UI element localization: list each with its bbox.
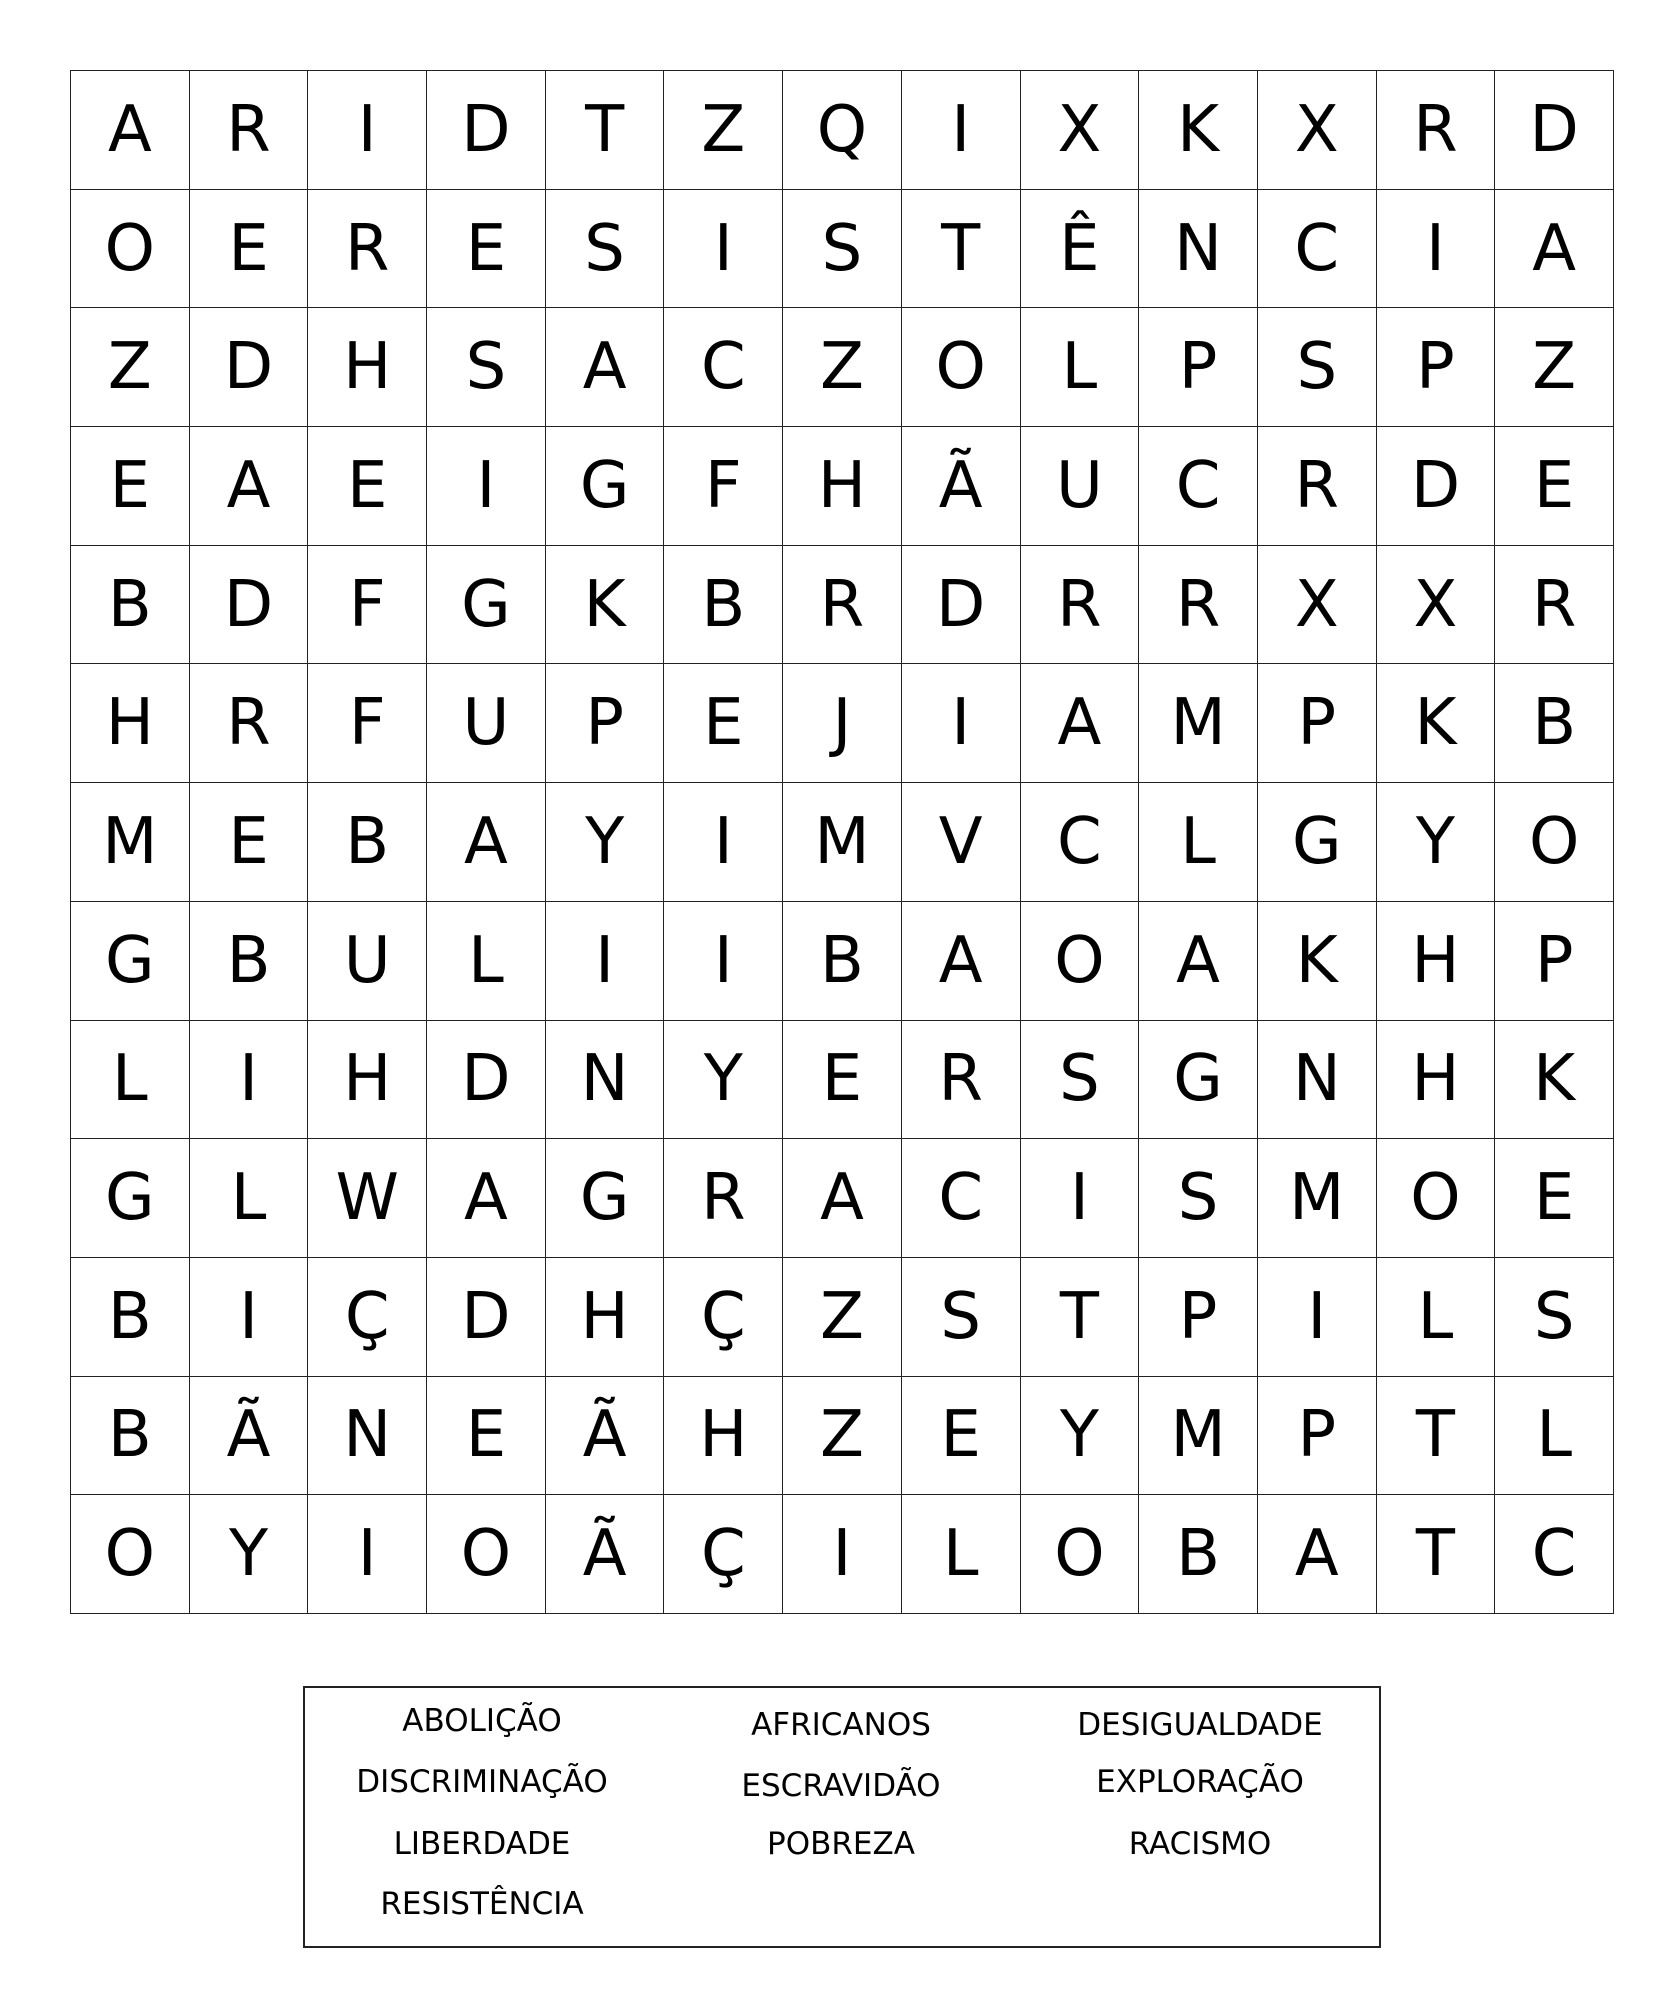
grid-cell[interactable]: T [1377, 1377, 1496, 1496]
grid-cell[interactable]: A [1258, 1495, 1377, 1614]
grid-cell[interactable]: E [427, 1377, 546, 1496]
grid-cell[interactable]: A [1021, 664, 1140, 783]
grid-cell[interactable]: M [1258, 1139, 1377, 1258]
grid-cell[interactable]: N [1258, 1021, 1377, 1140]
grid-cell[interactable]: R [308, 190, 427, 309]
grid-cell[interactable]: R [1377, 71, 1496, 190]
grid-cell[interactable]: B [308, 783, 427, 902]
grid-cell[interactable]: C [902, 1139, 1021, 1258]
grid-cell[interactable]: A [427, 1139, 546, 1258]
grid-cell[interactable]: L [1495, 1377, 1614, 1496]
grid-cell[interactable]: I [783, 1495, 902, 1614]
grid-cell[interactable]: Z [1495, 308, 1614, 427]
grid-cell[interactable]: Y [664, 1021, 783, 1140]
grid-cell[interactable]: C [1139, 427, 1258, 546]
grid-cell[interactable]: H [1377, 902, 1496, 1021]
grid-cell[interactable]: L [902, 1495, 1021, 1614]
grid-cell[interactable]: A [902, 902, 1021, 1021]
grid-cell[interactable]: N [308, 1377, 427, 1496]
word-bank-item: RACISMO [1128, 1826, 1272, 1862]
grid-cell[interactable]: B [190, 902, 309, 1021]
grid-cell[interactable]: A [1495, 190, 1614, 309]
grid-cell[interactable]: P [1495, 902, 1614, 1021]
grid-cell[interactable]: O [1377, 1139, 1496, 1258]
grid-cell[interactable]: H [1377, 1021, 1496, 1140]
grid-cell[interactable]: E [902, 1377, 1021, 1496]
grid-cell[interactable]: D [1495, 71, 1614, 190]
grid-cell[interactable]: P [1139, 1258, 1258, 1377]
grid-cell[interactable]: Z [664, 71, 783, 190]
grid-cell[interactable]: N [546, 1021, 665, 1140]
word-bank-item: RESISTÊNCIA [380, 1886, 584, 1922]
grid-cell[interactable]: E [190, 190, 309, 309]
grid-cell[interactable]: A [71, 71, 190, 190]
grid-cell[interactable]: A [427, 783, 546, 902]
grid-cell[interactable]: D [427, 71, 546, 190]
grid-cell[interactable]: A [1139, 902, 1258, 1021]
grid-cell[interactable]: S [546, 190, 665, 309]
grid-cell[interactable]: B [1495, 664, 1614, 783]
grid-cell[interactable]: T [546, 71, 665, 190]
grid-cell[interactable]: Ã [902, 427, 1021, 546]
grid-cell[interactable]: I [664, 783, 783, 902]
grid-cell[interactable]: H [546, 1258, 665, 1377]
grid-cell[interactable]: O [427, 1495, 546, 1614]
grid-cell[interactable]: O [71, 1495, 190, 1614]
grid-cell[interactable]: X [1021, 71, 1140, 190]
grid-cell[interactable]: I [1258, 1258, 1377, 1377]
grid-cell[interactable]: L [1021, 308, 1140, 427]
grid-cell[interactable]: Q [783, 71, 902, 190]
grid-cell[interactable]: U [1021, 427, 1140, 546]
grid-cell[interactable]: H [308, 308, 427, 427]
grid-cell[interactable]: R [664, 1139, 783, 1258]
word-bank-item: DESIGUALDADE [1077, 1707, 1323, 1743]
grid-cell[interactable]: Ê [1021, 190, 1140, 309]
grid-cell[interactable]: R [902, 1021, 1021, 1140]
grid-cell[interactable]: Z [71, 308, 190, 427]
grid-cell[interactable]: I [190, 1021, 309, 1140]
grid-cell[interactable]: R [1495, 546, 1614, 665]
grid-cell[interactable]: B [71, 546, 190, 665]
grid-cell[interactable]: Ã [546, 1377, 665, 1496]
grid-cell[interactable]: Ç [664, 1495, 783, 1614]
grid-cell[interactable]: H [783, 427, 902, 546]
grid-cell[interactable]: S [1139, 1139, 1258, 1258]
grid-cell[interactable]: E [427, 190, 546, 309]
grid-cell[interactable]: S [427, 308, 546, 427]
word-bank-item: POBREZA [767, 1826, 915, 1862]
grid-cell[interactable]: K [1495, 1021, 1614, 1140]
grid-cell[interactable]: E [71, 427, 190, 546]
grid-cell[interactable]: G [546, 1139, 665, 1258]
grid-cell[interactable]: R [1258, 427, 1377, 546]
grid-cell[interactable]: G [427, 546, 546, 665]
grid-cell[interactable]: L [1377, 1258, 1496, 1377]
grid-cell[interactable]: X [1258, 546, 1377, 665]
grid-cell[interactable]: W [308, 1139, 427, 1258]
grid-cell[interactable]: S [783, 190, 902, 309]
grid-cell[interactable]: B [71, 1377, 190, 1496]
grid-cell[interactable]: L [71, 1021, 190, 1140]
grid-cell[interactable]: Z [783, 308, 902, 427]
grid-cell[interactable]: S [902, 1258, 1021, 1377]
grid-cell[interactable]: F [664, 427, 783, 546]
grid-cell[interactable]: I [902, 664, 1021, 783]
grid-cell[interactable]: X [1258, 71, 1377, 190]
grid-cell[interactable]: I [308, 71, 427, 190]
grid-cell[interactable]: U [308, 902, 427, 1021]
grid-cell[interactable]: R [783, 546, 902, 665]
grid-cell[interactable]: H [664, 1377, 783, 1496]
grid-cell[interactable]: P [546, 664, 665, 783]
grid-cell[interactable]: E [1495, 427, 1614, 546]
grid-cell[interactable]: O [1495, 783, 1614, 902]
grid-cell[interactable]: G [1258, 783, 1377, 902]
grid-cell[interactable]: Ç [308, 1258, 427, 1377]
grid-cell[interactable]: I [664, 902, 783, 1021]
grid-cell[interactable]: O [71, 190, 190, 309]
grid-cell[interactable]: E [1495, 1139, 1614, 1258]
grid-cell[interactable]: C [1495, 1495, 1614, 1614]
word-search-grid [70, 70, 1614, 1614]
grid-cell[interactable]: H [308, 1021, 427, 1140]
grid-cell[interactable]: I [190, 1258, 309, 1377]
word-bank-item: AFRICANOS [751, 1707, 931, 1743]
grid-cell[interactable]: C [1258, 190, 1377, 309]
grid-cell[interactable]: D [1377, 427, 1496, 546]
grid-cell[interactable]: B [71, 1258, 190, 1377]
grid-cell[interactable]: Ã [190, 1377, 309, 1496]
grid-cell[interactable]: V [902, 783, 1021, 902]
grid-cell[interactable]: O [1021, 1495, 1140, 1614]
grid-cell[interactable]: T [1021, 1258, 1140, 1377]
grid-cell[interactable]: Ã [546, 1495, 665, 1614]
grid-cell[interactable]: G [71, 902, 190, 1021]
grid-cell[interactable]: H [71, 664, 190, 783]
grid-cell[interactable]: Y [190, 1495, 309, 1614]
grid-cell[interactable]: O [1021, 902, 1140, 1021]
grid-cell[interactable]: B [664, 546, 783, 665]
grid-cell[interactable]: F [308, 546, 427, 665]
grid-cell[interactable]: L [190, 1139, 309, 1258]
grid-cell[interactable]: B [783, 902, 902, 1021]
grid-cell[interactable]: A [783, 1139, 902, 1258]
grid-cell[interactable]: L [427, 902, 546, 1021]
grid-cell[interactable]: D [427, 1021, 546, 1140]
grid-cell[interactable]: U [427, 664, 546, 783]
grid-cell[interactable]: A [190, 427, 309, 546]
grid-cell[interactable]: S [1258, 308, 1377, 427]
grid-cell[interactable]: E [783, 1021, 902, 1140]
grid-cell[interactable]: Ç [664, 1258, 783, 1377]
grid-cell[interactable]: D [190, 546, 309, 665]
grid-cell[interactable]: B [1139, 1495, 1258, 1614]
grid-cell[interactable]: R [190, 71, 309, 190]
grid-cell[interactable]: M [783, 783, 902, 902]
grid-cell[interactable]: G [71, 1139, 190, 1258]
grid-cell[interactable]: S [1021, 1021, 1140, 1140]
grid-cell[interactable]: D [190, 308, 309, 427]
word-bank-item: EXPLORAÇÃO [1096, 1764, 1304, 1800]
grid-cell[interactable]: E [664, 664, 783, 783]
word-bank-item: ABOLIÇÃO [402, 1703, 562, 1739]
grid-cell[interactable]: Z [783, 1258, 902, 1377]
grid-cell[interactable]: P [1377, 308, 1496, 427]
grid-cell[interactable]: A [546, 308, 665, 427]
grid-cell[interactable]: Z [783, 1377, 902, 1496]
grid-cell[interactable]: D [902, 546, 1021, 665]
grid-cell[interactable]: R [1139, 546, 1258, 665]
grid-cell[interactable]: T [902, 190, 1021, 309]
grid-cell[interactable]: K [1258, 902, 1377, 1021]
grid-cell[interactable]: I [427, 427, 546, 546]
grid-cell[interactable]: I [546, 902, 665, 1021]
grid-cell[interactable]: K [1139, 71, 1258, 190]
grid-cell[interactable]: P [1258, 664, 1377, 783]
grid-cell[interactable]: S [1495, 1258, 1614, 1377]
grid-cell[interactable]: D [427, 1258, 546, 1377]
word-bank-item: LIBERDADE [393, 1826, 571, 1862]
grid-cell[interactable]: L [1139, 783, 1258, 902]
grid-cell[interactable]: Y [1021, 1377, 1140, 1496]
grid-cell[interactable]: M [1139, 1377, 1258, 1496]
grid-cell[interactable]: K [546, 546, 665, 665]
grid-cell[interactable]: G [546, 427, 665, 546]
grid-cell[interactable]: C [664, 308, 783, 427]
grid-cell[interactable]: I [1377, 190, 1496, 309]
word-bank-item: ESCRAVIDÃO [741, 1768, 941, 1804]
grid-cell[interactable]: R [1021, 546, 1140, 665]
grid-cell[interactable]: E [190, 783, 309, 902]
word-bank [303, 1686, 1381, 1948]
grid-cell[interactable]: G [1139, 1021, 1258, 1140]
grid-cell[interactable]: J [783, 664, 902, 783]
grid-cell[interactable]: N [1139, 190, 1258, 309]
grid-cell[interactable]: C [1021, 783, 1140, 902]
grid-cell[interactable]: I [902, 71, 1021, 190]
grid-cell[interactable]: T [1377, 1495, 1496, 1614]
grid-cell[interactable]: M [1139, 664, 1258, 783]
grid-cell[interactable]: E [308, 427, 427, 546]
grid-cell[interactable]: X [1377, 546, 1496, 665]
grid-cell[interactable]: O [902, 308, 1021, 427]
grid-cell[interactable]: I [1021, 1139, 1140, 1258]
grid-cell[interactable]: P [1139, 308, 1258, 427]
grid-cell[interactable]: Y [546, 783, 665, 902]
grid-cell[interactable]: F [308, 664, 427, 783]
grid-cell[interactable]: R [190, 664, 309, 783]
grid-cell[interactable]: Y [1377, 783, 1496, 902]
grid-cell[interactable]: P [1258, 1377, 1377, 1496]
grid-cell[interactable]: M [71, 783, 190, 902]
grid-cell[interactable]: I [664, 190, 783, 309]
word-bank-item: DISCRIMINAÇÃO [356, 1764, 608, 1800]
grid-cell[interactable]: K [1377, 664, 1496, 783]
grid-cell[interactable]: I [308, 1495, 427, 1614]
